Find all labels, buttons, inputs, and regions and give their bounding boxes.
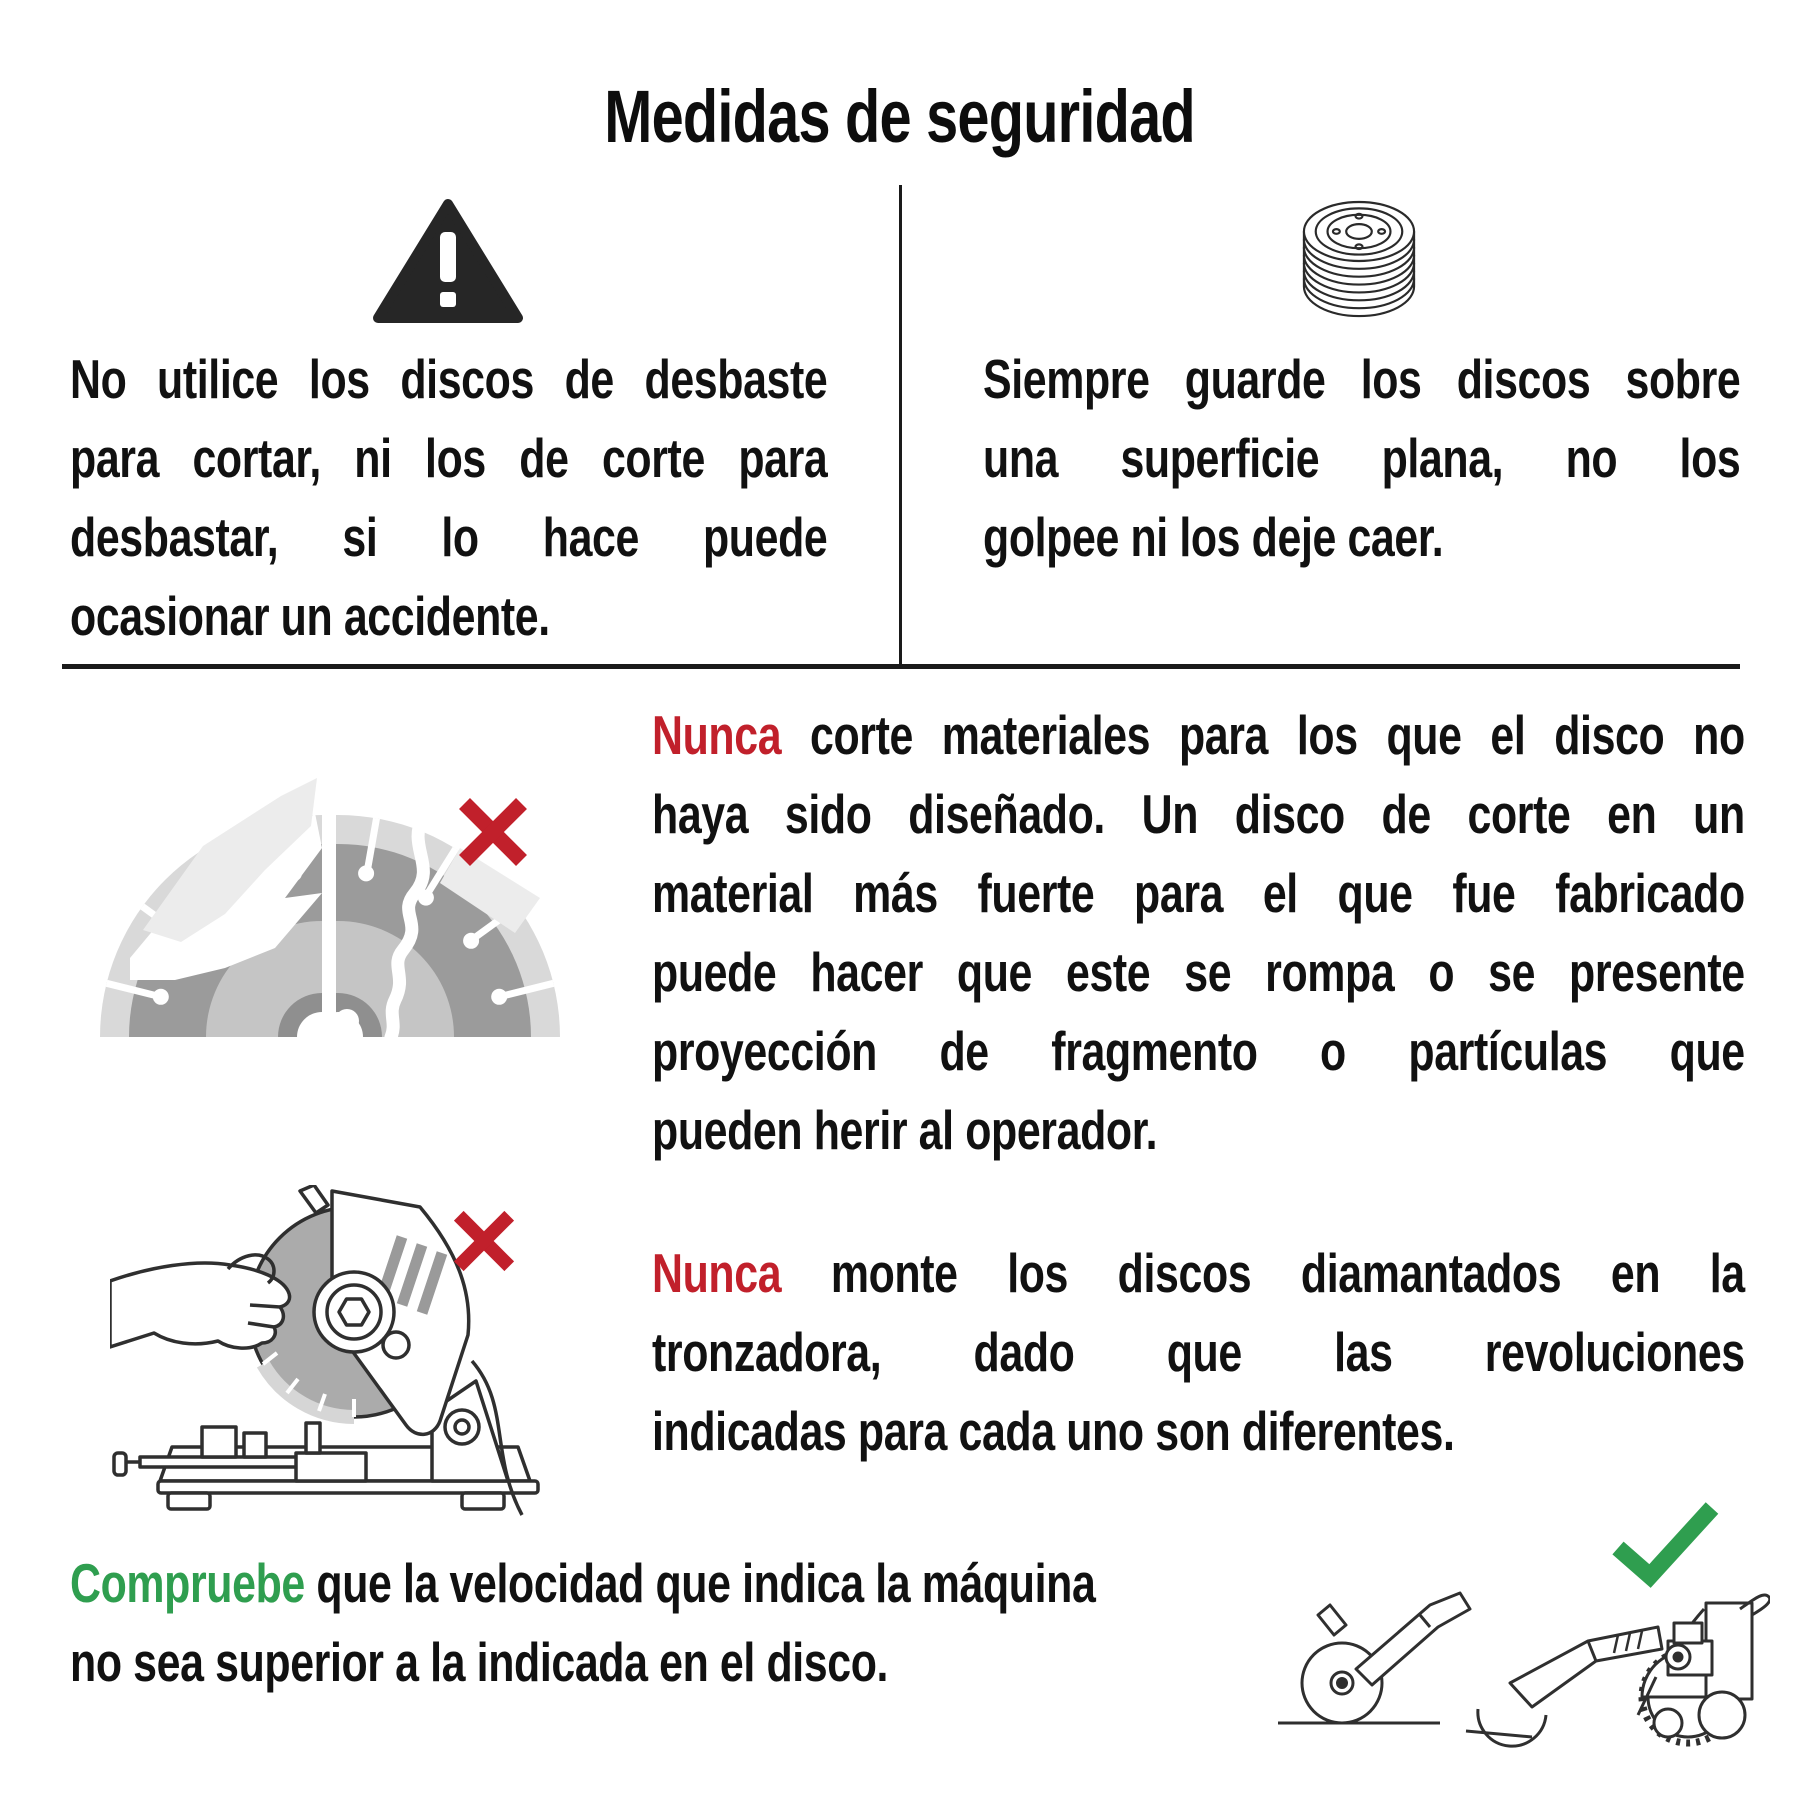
warning-paragraph-guarde: [983, 340, 1740, 577]
horizontal-divider: [62, 664, 1740, 669]
never-mount-paragraph: [652, 1234, 1745, 1471]
cross-icon: [458, 797, 528, 867]
text-line: No utilice los discos de desbaste: [70, 348, 828, 410]
never-keyword: Nunca: [652, 704, 782, 766]
disc-stack-icon: [1300, 196, 1418, 324]
compruebe-keyword: Compruebe: [70, 1552, 305, 1614]
cross-icon: [453, 1210, 515, 1272]
page-title-text: Medidas de seguridad: [604, 75, 1196, 158]
warning-triangle-icon: [372, 196, 524, 326]
text-line: ocasionar un accidente.: [70, 585, 550, 647]
text-line: pueden herir al operador.: [652, 1099, 1158, 1161]
text-line: puede hacer que este se rompa o se presente: [652, 941, 1745, 1003]
warning-paragraph-desbaste: [70, 340, 827, 656]
page-title: [0, 74, 1800, 159]
text-line: para cortar, ni los de corte para: [70, 427, 828, 489]
text-line: desbastar, si lo hace puede: [70, 506, 828, 568]
text-line: una superficie plana, no los: [983, 427, 1741, 489]
text-line: material más fuerte para el que fue fabricado: [652, 862, 1745, 924]
never-keyword: Nunca: [652, 1242, 782, 1304]
text-line: tronzadora, dado que las revoluciones: [652, 1321, 1745, 1383]
text-line: Siempre guarde los discos sobre: [983, 348, 1741, 410]
text-line: Compruebe que la velocidad que indica la máquina: [70, 1552, 1096, 1614]
text-line: golpee ni los deje caer.: [983, 506, 1444, 568]
text-line: Nunca corte materiales para los que el disco no: [652, 704, 1745, 766]
text-line: indicadas para cada uno son diferentes.: [652, 1400, 1455, 1462]
approved-machines-illustration: [1270, 1565, 1770, 1760]
never-cut-paragraph: [652, 696, 1745, 1170]
vertical-divider: [899, 185, 902, 668]
text-line: Nunca monte los discos diamantados en la: [652, 1242, 1745, 1304]
text-line: haya sido diseñado. Un disco de corte en un: [652, 783, 1745, 845]
broken-disc-illustration: [85, 718, 565, 1040]
text-line: no sea superior a la indicada en el disco.: [70, 1631, 889, 1693]
text-line: proyección de fragmento o partículas que: [652, 1020, 1745, 1082]
check-speed-paragraph: [70, 1544, 1474, 1702]
